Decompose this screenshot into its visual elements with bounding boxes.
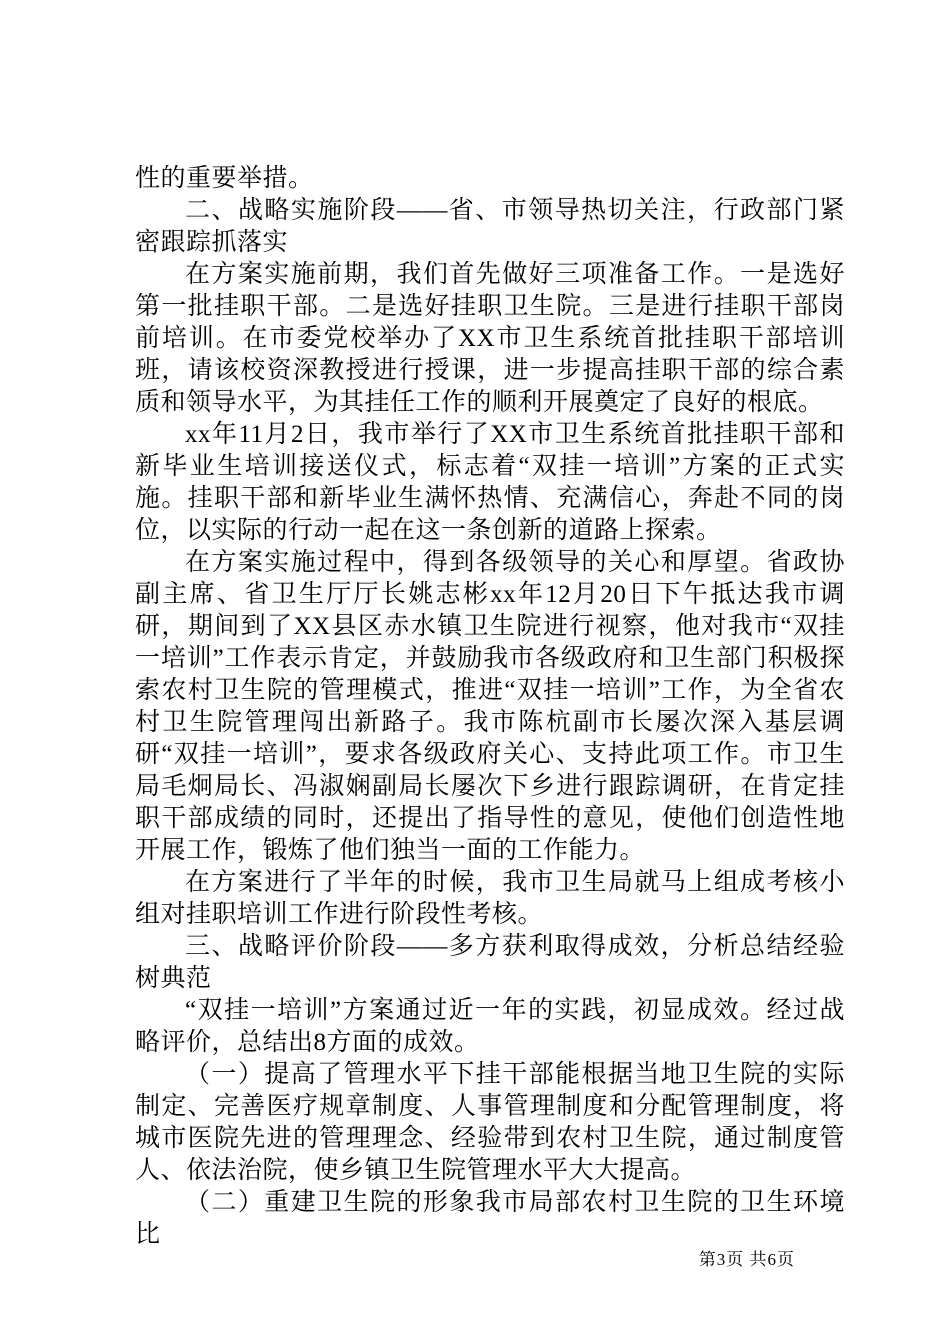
page-number-label: 第3页 共6页 bbox=[698, 1250, 795, 1269]
paragraph: 在方案进行了半年的时候，我市卫生局就马上组成考核小组对挂职培训工作进行阶段性考核。 bbox=[135, 869, 845, 928]
section-heading-3: 三、战略评价阶段——多方获利取得成效，分析总结经验树典范 bbox=[135, 933, 845, 992]
page-footer bbox=[699, 1250, 795, 1270]
paragraph-item-2: （二）重建卫生院的形象我市局部农村卫生院的卫生环境比 bbox=[135, 1189, 845, 1248]
document-body bbox=[135, 163, 845, 1251]
section-heading-2: 二、战略实施阶段——省、市领导热切关注，行政部门紧密跟踪抓落实 bbox=[135, 197, 845, 256]
paragraph: “双挂一培训”方案通过近一年的实践，初显成效。经过战略评价，总结出8方面的成效。 bbox=[135, 997, 845, 1056]
paragraph: 在方案实施过程中，得到各级领导的关心和厚望。省政协副主席、省卫生厅厅长姚志彬xx年12月20日下午抵达我市调研，期间到了XX县区赤水镇卫生院进行视察，他对我市“双挂一培训”工作表示肯定，并鼓励我市各级政府和卫生部门积极探索农村卫生院的管理模式，推进“双挂一培训”工作，为全省农村卫生院管理闯出新路子。我市陈杭副市长屡次深入基层调研“双挂一培训”，要求各级政府关心、支持此项工作。市卫生局毛炯局长、冯淑娴副局长屡次下乡进行跟踪调研，在肯定挂职干部成绩的同时，还提出了指导性的意见，使他们创造性地开展工作，锻炼了他们独当一面的工作能力。 bbox=[135, 549, 845, 864]
paragraph-item-1: （一）提高了管理水平下挂干部能根据当地卫生院的实际制定、完善医疗规章制度、人事管理制度和分配管理制度，将城市医院先进的管理理念、经验带到农村卫生院，通过制度管人、依法治院，使乡镇卫生院管理水平大大提高。 bbox=[135, 1061, 845, 1184]
paragraph: xx年11月2日，我市举行了XX市卫生系统首批挂职干部和新毕业生培训接送仪式，标志着“双挂一培训”方案的正式实施。挂职干部和新毕业生满怀热情、充满信心，奔赴不同的岗位，以实际的行动一起在这一条创新的道路上探索。 bbox=[135, 421, 845, 544]
paragraph-continuation: 性的重要举措。 bbox=[135, 165, 314, 192]
paragraph: 在方案实施前期，我们首先做好三项准备工作。一是选好第一批挂职干部。二是选好挂职卫生院。三是进行挂职干部岗前培训。在市委党校举办了XX市卫生系统首批挂职干部培训班，请该校资深教授进行授课，进一步提高挂职干部的综合素质和领导水平，为其挂任工作的顺利开展奠定了良好的根底。 bbox=[135, 261, 845, 416]
